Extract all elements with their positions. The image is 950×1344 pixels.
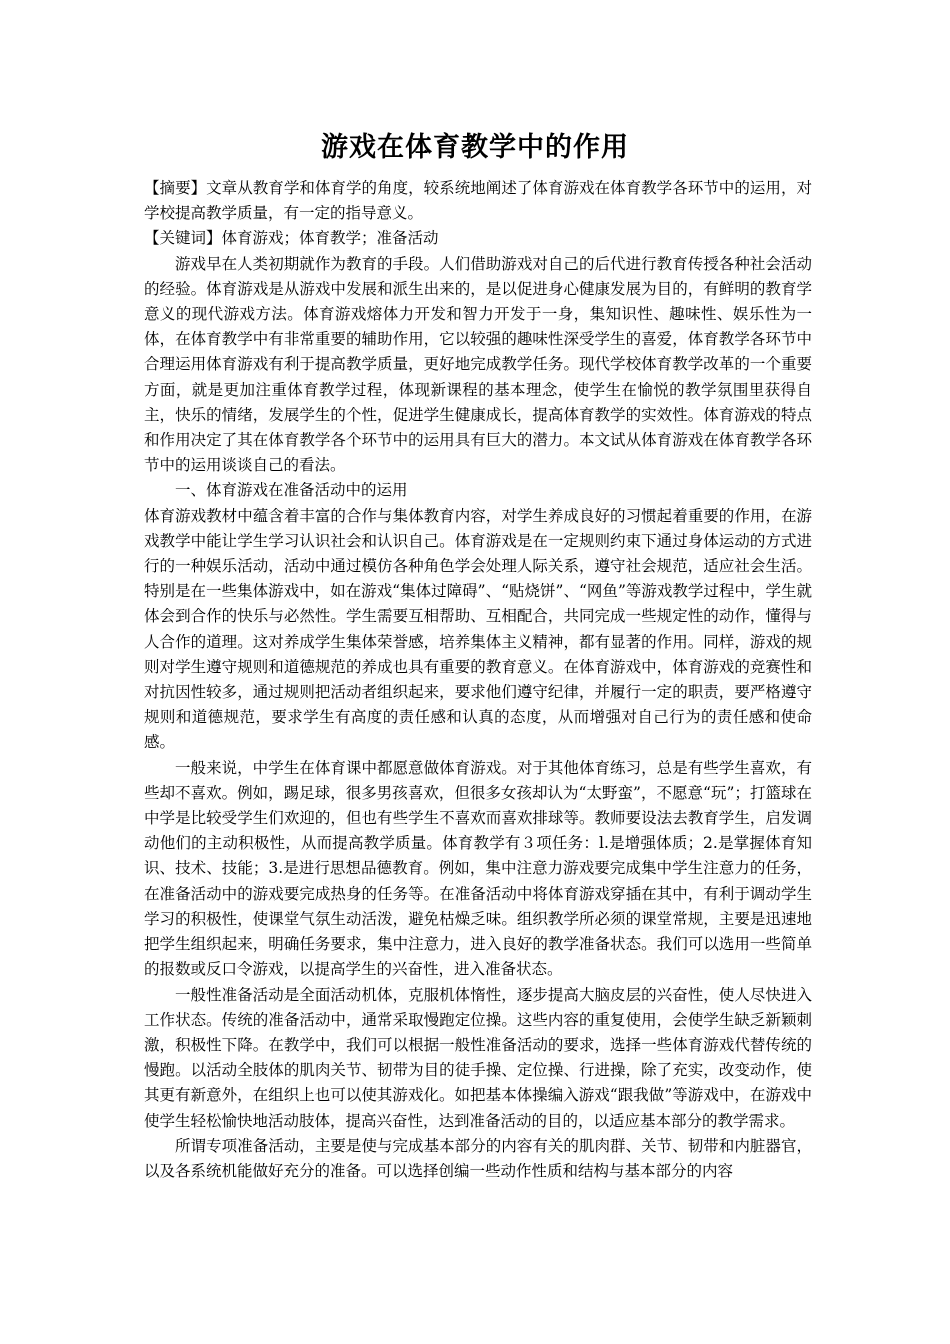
- abstract: 【摘要】文章从教育学和体育学的角度，较系统地阐述了体育游戏在体育教学各环节中的运用，对学校提高教学质量，有一定的指导意义。: [144, 179, 812, 223]
- paragraph: 所谓专项准备活动，主要是使与完成基本部分的内容有关的肌肉群、关节、韧带和内脏器官，以及各系统机能做好充分的准备。可以选择创编一些动作性质和结构与基本部分的内容: [144, 1136, 812, 1180]
- paragraph-intro: 游戏早在人类初期就作为教育的手段。人们借助游戏对自己的后代进行教育传授各种社会活动的经验。体育游戏是从游戏中发展和派生出来的，是以促进身心健康发展为目的，有鲜明的教育学意义的现代游戏方法。体育游戏熔体力开发和智力开发于一身，集知识性、趣味性、娱乐性为一体，在体育教学中有非常重要的辅助作用，它以较强的趣味性深受学生的喜爱，体育教学各环节中合理运用体育游戏有利于提高教学质量，更好地完成教学任务。现代学校体育教学改革的一个重要方面，就是更加注重体育教学过程，体现新课程的基本理念，使学生在愉悦的教学氛围里获得自主，快乐的情绪，发展学生的个性，促进学生健康成长，提高体育教学的实效性。体育游戏的特点和作用决定了其在体育教学各个环节中的运用具有巨大的潜力。本文试从体育游戏在体育教学各环节中的运用谈谈自己的看法。: [144, 254, 812, 475]
- paragraph: 一般来说，中学生在体育课中都愿意做体育游戏。对于其他体育练习，总是有些学生喜欢，有些却不喜欢。例如，踢足球，很多男孩喜欢，但很多女孩却认为“太野蛮”，不愿意“玩”；打篮球在中学是比较受学生们欢迎的，但也有些学生不喜欢而喜欢排球等。教师要设法去教育学生，启发调动他们的主动积极性，从而提高教学质量。体育教学有３项任务：l.是增强体质；2.是掌握体育知识、技术、技能；3.是进行思想品德教育。例如，集中注意力游戏要完成集中学生注意力的任务，在准备活动中的游戏要完成热身的任务等。在准备活动中将体育游戏穿插在其中，有利于调动学生学习的积极性，使课堂气氛生动活泼，避免枯燥乏味。组织教学所必须的课堂常规，主要是迅速地把学生组织起来，明确任务要求，集中注意力，进入良好的教学准备状态。我们可以选用一些简单的报数或反口令游戏，以提高学生的兴奋性，进入准备状态。: [144, 758, 812, 979]
- paragraph: 体育游戏教材中蕴含着丰富的合作与集体教育内容，对学生养成良好的习惯起着重要的作用，在游戏教学中能让学生学习认识社会和认识自己。体育游戏是在一定规则约束下通过身体运动的方式进行的一种娱乐活动，活动中通过模仿各种角色学会处理人际关系，遵守社会规范，适应社会生活。特别是在一些集体游戏中，如在游戏“集体过障碍”、“贴烧饼”、“网鱼”等游戏教学过程中，学生就体会到合作的快乐与必然性。学生需要互相帮助、互相配合，共同完成一些规定性的动作，懂得与人合作的道理。这对养成学生集体荣誉感，培养集体主义精神，都有显著的作用。同样，游戏的规则对学生遵守规则和道德规范的养成也具有重要的教育意义。在体育游戏中，体育游戏的竞赛性和对抗因性较多，通过规则把活动者组织起来，要求他们遵守纪律，并履行一定的职责，要严格遵守规则和道德规范，要求学生有高度的责任感和认真的态度，从而增强对自己行为的责任感和使命感。: [144, 506, 812, 752]
- document-body: [144, 176, 812, 1184]
- document-title: 游戏在体育教学中的作用: [321, 132, 629, 163]
- section-heading: 一、体育游戏在准备活动中的运用: [175, 481, 408, 500]
- paragraph: 一般性准备活动是全面活动机体，克服机体惰性，逐步提高大脑皮层的兴奋性，使人尽快进入工作状态。传统的准备活动中，通常采取慢跑定位操。这些内容的重复使用，会使学生缺乏新颖刺激，积极性下降。在教学中，我们可以根据一般性准备活动的要求，选择一些体育游戏代替传统的慢跑。以活动全肢体的肌肉关节、韧带为目的徒手操、定位操、行进操，除了充实，改变动作，使其更有新意外，在组织上也可以使其游戏化。如把基本体操编入游戏“跟我做”等游戏中，在游戏中使学生轻松愉快地活动肢体，提高兴奋性，达到准备活动的目的，以适应基本部分的教学需求。: [144, 985, 812, 1130]
- keywords: 【关键词】体育游戏；体育教学；准备活动: [144, 229, 439, 248]
